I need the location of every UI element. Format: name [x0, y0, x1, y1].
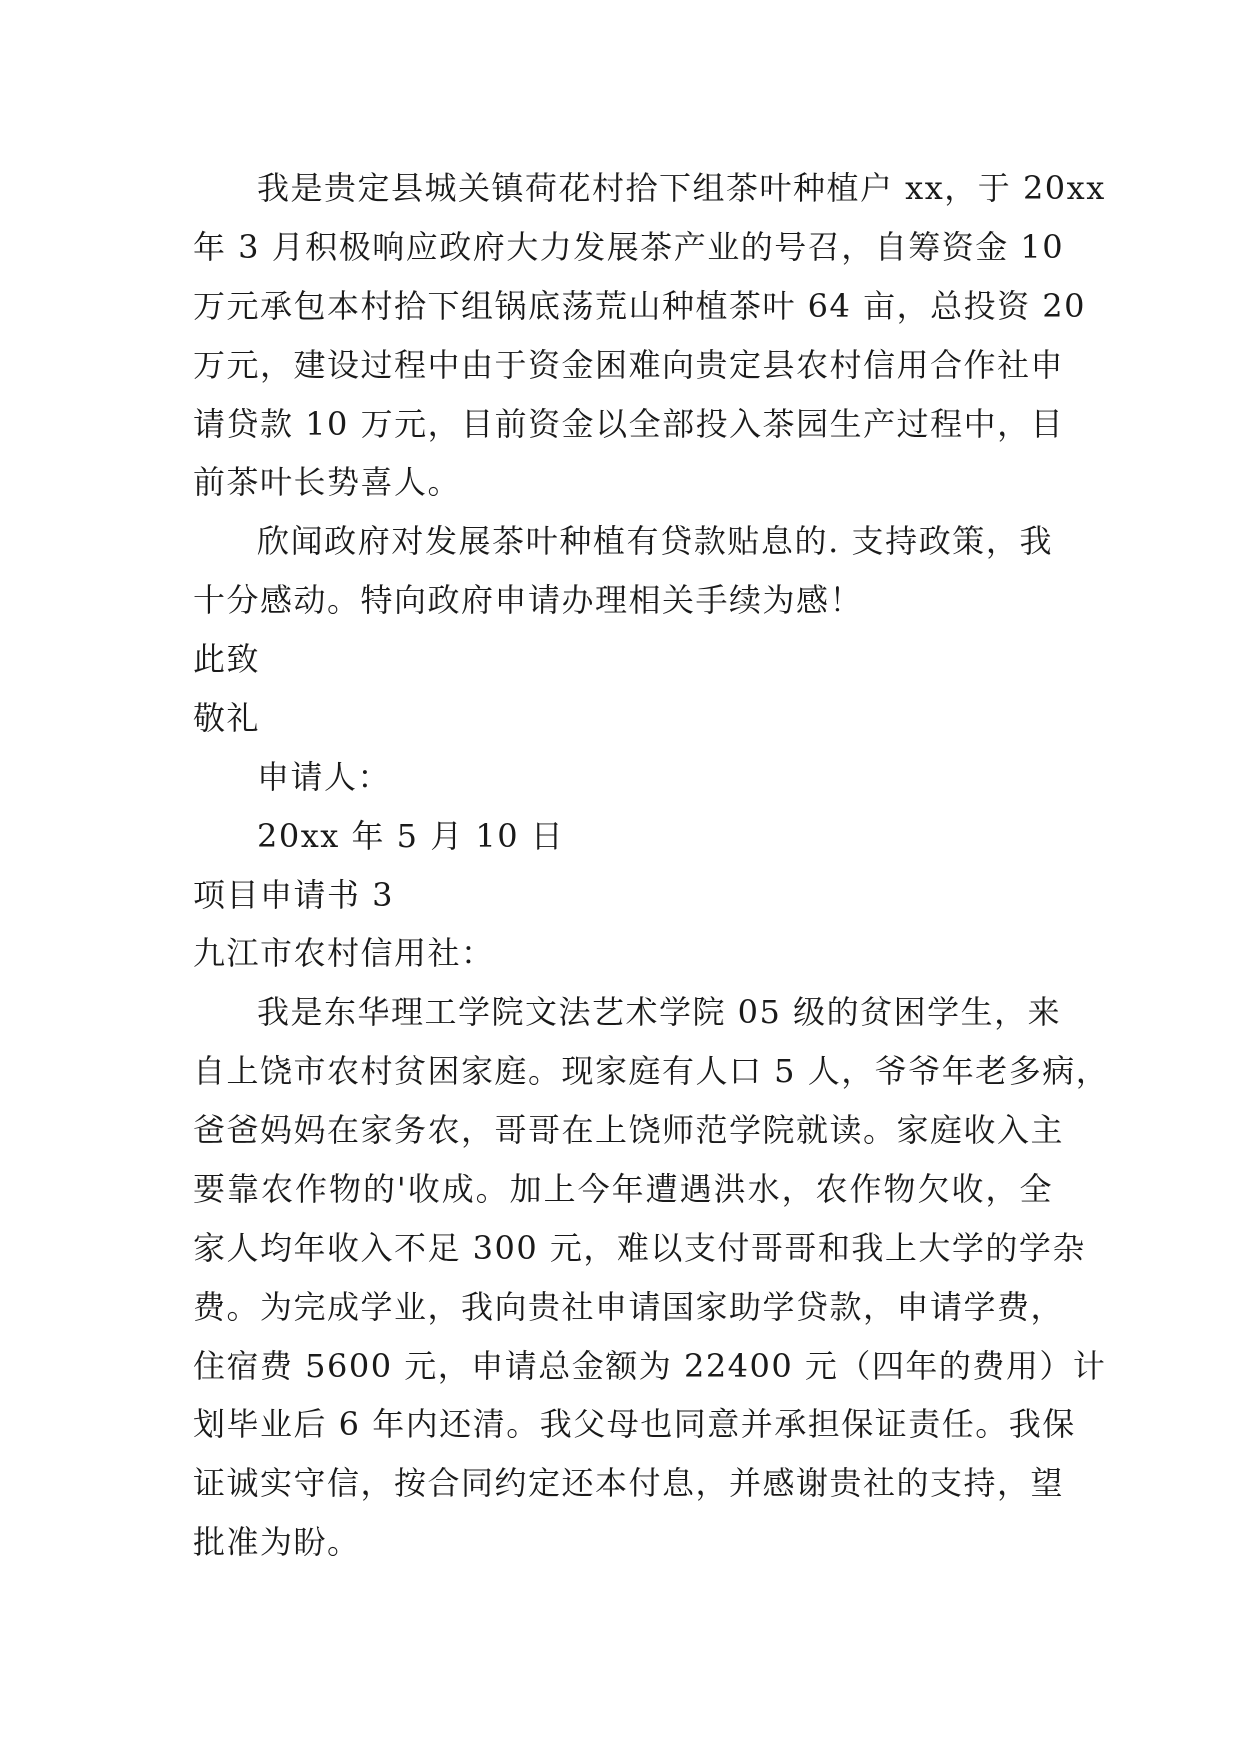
paragraph-3-line-8: 划毕业后 6 年内还清。我父母也同意并承担保证责任。我保: [193, 1405, 1076, 1443]
paragraph-1-line-4: 万元，建设过程中由于资金困难向贵定县农村信用合作社申: [193, 346, 1065, 384]
paragraph-3-line-9: 证诚实守信，按合同约定还本付息，并感谢贵社的支持，望: [193, 1464, 1065, 1502]
paragraph-3-line-1: 我是东华理工学院文法艺术学院 05 级的贫困学生，来: [257, 993, 1062, 1031]
applicant-label: 申请人：: [257, 758, 392, 796]
paragraph-1-line-1: 我是贵定县城关镇荷花村拾下组茶叶种植户 xx，于 20xx: [257, 169, 1106, 207]
paragraph-2-line-2: 十分感动。特向政府申请办理相关手续为感！: [193, 581, 864, 619]
closing-cizhi: 此致: [193, 640, 261, 678]
paragraph-3-line-7: 住宿费 5600 元，申请总金额为 22400 元（四年的费用）计: [193, 1347, 1107, 1385]
paragraph-3-line-2: 自上饶市农村贫困家庭。现家庭有人口 5 人，爷爷年老多病，: [193, 1052, 1110, 1090]
paragraph-3-line-3: 爸爸妈妈在家务农，哥哥在上饶师范学院就读。家庭收入主: [193, 1111, 1065, 1149]
paragraph-2-line-1: 欣闻政府对发展茶叶种植有贷款贴息的. 支持政策，我: [257, 522, 1053, 560]
paragraph-1-line-3: 万元承包本村拾下组锅底荡荒山种植茶叶 64 亩，总投资 20: [193, 287, 1086, 325]
paragraph-1-line-6: 前茶叶长势喜人。: [193, 463, 462, 501]
closing-jingli: 敬礼: [193, 699, 261, 737]
section-title: 项目申请书 3: [193, 876, 395, 914]
addressee: 九江市农村信用社：: [193, 934, 495, 972]
paragraph-3-line-6: 费。为完成学业，我向贵社申请国家助学贷款，申请学费，: [193, 1288, 1065, 1326]
paragraph-3-line-10: 批准为盼。: [193, 1523, 361, 1561]
paragraph-3-line-4: 要靠农作物的'收成。加上今年遭遇洪水，农作物欠收，全: [193, 1170, 1053, 1208]
date-line: 20xx 年 5 月 10 日: [257, 817, 565, 855]
paragraph-1-line-5: 请贷款 10 万元，目前资金以全部投入茶园生产过程中，目: [193, 405, 1065, 443]
paragraph-1-line-2: 年 3 月积极响应政府大力发展茶产业的号召，自筹资金 10: [193, 228, 1065, 266]
paragraph-3-line-5: 家人均年收入不足 300 元，难以支付哥哥和我上大学的学杂: [193, 1229, 1086, 1267]
